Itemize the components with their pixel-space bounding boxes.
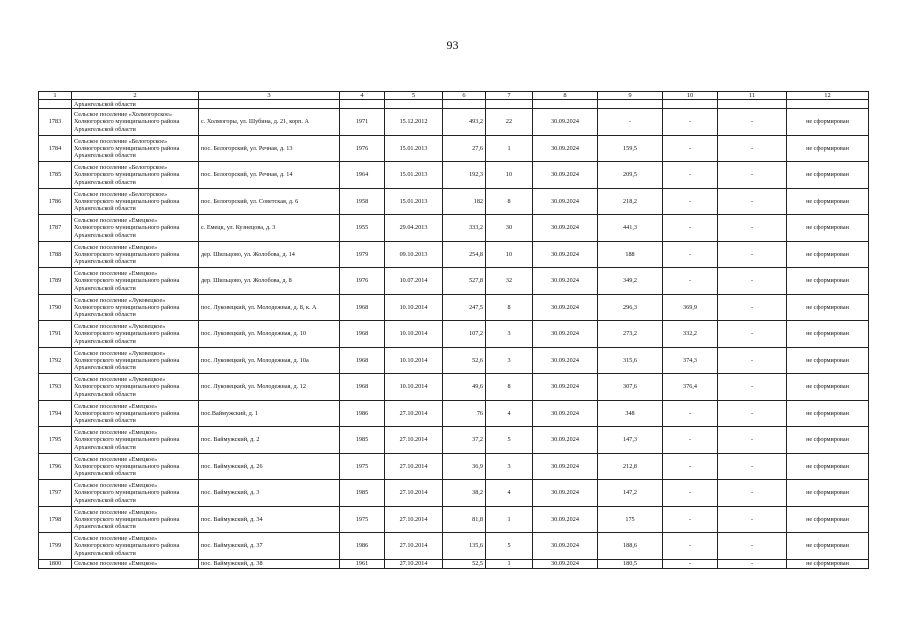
cell-date-checked: 30.09.2024: [533, 506, 598, 533]
cell-residents: 5: [486, 533, 533, 560]
table-row: [39, 400, 869, 427]
cell-residents: 1: [486, 135, 533, 162]
cell-address: пос. Луковецкий, ул. Молодежная, д. 10а: [199, 347, 340, 374]
cell-status: не сформирован: [787, 241, 869, 268]
cell-date: 27.10.2014: [385, 453, 443, 480]
column-header-8: 8: [533, 92, 598, 100]
cell-value-3: -: [718, 215, 787, 242]
register-table: [38, 91, 869, 569]
cell-municipality: Сельское поселение «Луковецкое» Холмогорского муниципального района Архангельской области: [72, 321, 199, 348]
cell-value-1: 218,2: [598, 188, 663, 215]
cell-residents: 8: [486, 188, 533, 215]
cell-residents: 4: [486, 400, 533, 427]
table-row: [39, 453, 869, 480]
cell-residents: 10: [486, 162, 533, 189]
table-row: [39, 506, 869, 533]
cell-area: 52,5: [443, 559, 486, 568]
cell-value-2: -: [663, 268, 718, 295]
table-row: [39, 533, 869, 560]
cell-year-built: 1968: [340, 347, 385, 374]
cell-value-1: -: [598, 109, 663, 136]
cell-year-built: 1968: [340, 374, 385, 401]
cell-value-3: -: [718, 241, 787, 268]
cell-value-1: 315,6: [598, 347, 663, 374]
cell-date-checked: 30.09.2024: [533, 188, 598, 215]
column-header-4: 4: [340, 92, 385, 100]
cell-value-3: -: [718, 453, 787, 480]
cell-year-built: 1961: [340, 559, 385, 568]
cell-address: пос. Луковецкий, ул. Молодежная, д. 10: [199, 321, 340, 348]
cell-row-number: 1786: [39, 188, 72, 215]
cell-value-1: 159,5: [598, 135, 663, 162]
cell-address: пос. Ваймужский, д. 38: [199, 559, 340, 568]
cell-date-checked: 30.09.2024: [533, 374, 598, 401]
cell-address: пос. Ваймужский, д. 37: [199, 533, 340, 560]
cell-value-2: 374,3: [663, 347, 718, 374]
cell-year-built: 1975: [340, 453, 385, 480]
cell-row-number: 1784: [39, 135, 72, 162]
cell-year-built: 1968: [340, 294, 385, 321]
cell-value-2: 376,4: [663, 374, 718, 401]
column-header-12: 12: [787, 92, 869, 100]
cell-date: 27.10.2014: [385, 427, 443, 454]
cell-area: 52,6: [443, 347, 486, 374]
cell-area: 493,2: [443, 109, 486, 136]
cell-address: пос. Ваймужский, д. 2: [199, 427, 340, 454]
cell-address: с. Емецк, ул. Кузнецова, д. 3: [199, 215, 340, 242]
cell-year-built: 1985: [340, 427, 385, 454]
cell-value-1: 188: [598, 241, 663, 268]
continuation-cell: Архангельской области: [72, 100, 199, 109]
cell-value-1: 188,6: [598, 533, 663, 560]
cell-residents: 10: [486, 241, 533, 268]
cell-date: 15.01.2013: [385, 135, 443, 162]
cell-status: не сформирован: [787, 400, 869, 427]
cell-residents: 5: [486, 427, 533, 454]
cell-address: пос. Ваймужский, д. 34: [199, 506, 340, 533]
cell-address: пос. Белогорский, ул. Речная, д. 13: [199, 135, 340, 162]
cell-date-checked: 30.09.2024: [533, 109, 598, 136]
cell-year-built: 1958: [340, 188, 385, 215]
cell-municipality: Сельское поселение «Емецкое» Холмогорского муниципального района Архангельской области: [72, 506, 199, 533]
cell-date: 27.10.2014: [385, 480, 443, 507]
cell-year-built: 1975: [340, 506, 385, 533]
cell-value-2: -: [663, 188, 718, 215]
cell-value-1: 209,5: [598, 162, 663, 189]
cell-date: 10.10.2014: [385, 374, 443, 401]
cell-status: не сформирован: [787, 162, 869, 189]
cell-area: 254,8: [443, 241, 486, 268]
cell-row-number: 1797: [39, 480, 72, 507]
table-row: [39, 162, 869, 189]
cell-municipality: Сельское поселение «Емецкое» Холмогорского муниципального района Архангельской области: [72, 533, 199, 560]
cell-value-2: -: [663, 215, 718, 242]
cell-residents: 3: [486, 347, 533, 374]
cell-status: не сформирован: [787, 268, 869, 295]
cell-address: дер. Шильцово, ул. Жолобова, д. 14: [199, 241, 340, 268]
cell-year-built: 1971: [340, 109, 385, 136]
cell-value-1: 180,5: [598, 559, 663, 568]
cell-status: не сформирован: [787, 453, 869, 480]
cell-value-2: -: [663, 400, 718, 427]
cell-municipality: Сельское поселение «Белогорское» Холмогорского муниципального района Архангельской области: [72, 188, 199, 215]
cell-date: 29.04.2013: [385, 215, 443, 242]
cell-address: с. Холмогоры, ул. Шубина, д. 21, корп. А: [199, 109, 340, 136]
cell-row-number: 1793: [39, 374, 72, 401]
cell-municipality: Сельское поселение «Емецкое» Холмогорского муниципального района Архангельской области: [72, 215, 199, 242]
cell-date-checked: 30.09.2024: [533, 347, 598, 374]
cell-value-1: 147,3: [598, 427, 663, 454]
cell-area: 107,2: [443, 321, 486, 348]
cell-area: 192,3: [443, 162, 486, 189]
cell-value-1: 273,2: [598, 321, 663, 348]
cell-status: не сформирован: [787, 533, 869, 560]
column-header-11: 11: [718, 92, 787, 100]
cell-row-number: 1789: [39, 268, 72, 295]
column-header-1: 1: [39, 92, 72, 100]
continuation-row: [39, 100, 869, 109]
header-row: [39, 92, 869, 100]
cell-municipality: Сельское поселение «Емецкое»: [72, 559, 199, 568]
table-row: [39, 241, 869, 268]
cell-residents: 1: [486, 506, 533, 533]
cell-area: 247,5: [443, 294, 486, 321]
cell-row-number: 1788: [39, 241, 72, 268]
cell-value-3: -: [718, 374, 787, 401]
cell-residents: 30: [486, 215, 533, 242]
cell-status: не сформирован: [787, 347, 869, 374]
cell-residents: 3: [486, 321, 533, 348]
cell-value-1: 296,3: [598, 294, 663, 321]
cell-date-checked: 30.09.2024: [533, 294, 598, 321]
cell-value-1: 349,2: [598, 268, 663, 295]
cell-status: не сформирован: [787, 294, 869, 321]
cell-status: не сформирован: [787, 506, 869, 533]
table-row: [39, 135, 869, 162]
cell-area: 36,9: [443, 453, 486, 480]
cell-value-3: -: [718, 321, 787, 348]
cell-row-number: 1785: [39, 162, 72, 189]
cell-value-2: 332,2: [663, 321, 718, 348]
table-row: [39, 188, 869, 215]
cell-row-number: 1791: [39, 321, 72, 348]
cell-residents: 1: [486, 559, 533, 568]
cell-value-1: 348: [598, 400, 663, 427]
cell-value-2: -: [663, 109, 718, 136]
table-row: [39, 109, 869, 136]
table-row: [39, 374, 869, 401]
cell-value-2: -: [663, 241, 718, 268]
cell-value-2: 369,9: [663, 294, 718, 321]
cell-value-2: -: [663, 480, 718, 507]
cell-row-number: 1790: [39, 294, 72, 321]
cell-date: 10.10.2014: [385, 294, 443, 321]
cell-municipality: Сельское поселение «Емецкое» Холмогорского муниципального района Архангельской области: [72, 453, 199, 480]
cell-row-number: 1796: [39, 453, 72, 480]
cell-address: дер. Шильцово, ул. Жолобова, д. 8: [199, 268, 340, 295]
cell-value-3: -: [718, 559, 787, 568]
cell-value-3: -: [718, 294, 787, 321]
cell-municipality: Сельское поселение «Луковецкое» Холмогорского муниципального района Архангельской области: [72, 374, 199, 401]
column-header-10: 10: [663, 92, 718, 100]
cell-value-1: 212,8: [598, 453, 663, 480]
cell-row-number: 1799: [39, 533, 72, 560]
cell-value-2: -: [663, 135, 718, 162]
cell-value-2: -: [663, 162, 718, 189]
cell-date-checked: 30.09.2024: [533, 321, 598, 348]
cell-value-3: -: [718, 506, 787, 533]
cell-date: 15.12.2012: [385, 109, 443, 136]
cell-area: 527,8: [443, 268, 486, 295]
cell-date: 27.10.2014: [385, 506, 443, 533]
cell-date: 15.01.2013: [385, 188, 443, 215]
cell-municipality: Сельское поселение «Емецкое» Холмогорского муниципального района Архангельской области: [72, 268, 199, 295]
cell-area: 27,6: [443, 135, 486, 162]
cell-row-number: 1792: [39, 347, 72, 374]
cell-value-2: -: [663, 559, 718, 568]
cell-area: 76: [443, 400, 486, 427]
table-row: [39, 294, 869, 321]
cell-date: 15.01.2013: [385, 162, 443, 189]
cell-status: не сформирован: [787, 215, 869, 242]
cell-date: 10.10.2014: [385, 347, 443, 374]
cell-date: 09.10.2013: [385, 241, 443, 268]
cell-status: не сформирован: [787, 188, 869, 215]
cell-address: пос. Луковецкий, ул. Молодежная, д. 8, к. А: [199, 294, 340, 321]
cell-value-1: 307,6: [598, 374, 663, 401]
cell-status: не сформирован: [787, 427, 869, 454]
cell-value-3: -: [718, 162, 787, 189]
cell-year-built: 1968: [340, 321, 385, 348]
table-row: [39, 215, 869, 242]
table-row: [39, 347, 869, 374]
cell-value-1: 175: [598, 506, 663, 533]
cell-address: пос. Белогорский, ул. Речная, д. 14: [199, 162, 340, 189]
cell-value-3: -: [718, 533, 787, 560]
cell-value-3: -: [718, 188, 787, 215]
cell-status: не сформирован: [787, 374, 869, 401]
cell-value-3: -: [718, 480, 787, 507]
column-header-5: 5: [385, 92, 443, 100]
cell-municipality: Сельское поселение «Емецкое» Холмогорского муниципального района Архангельской области: [72, 400, 199, 427]
cell-address: пос. Ваймужский, д. 3: [199, 480, 340, 507]
cell-date-checked: 30.09.2024: [533, 427, 598, 454]
cell-row-number: 1800: [39, 559, 72, 568]
cell-date-checked: 30.09.2024: [533, 162, 598, 189]
table-row: [39, 559, 869, 568]
cell-value-3: -: [718, 109, 787, 136]
column-header-6: 6: [443, 92, 486, 100]
cell-municipality: Сельское поселение «Луковецкое» Холмогорского муниципального района Архангельской области: [72, 347, 199, 374]
cell-row-number: 1783: [39, 109, 72, 136]
cell-date: 27.10.2014: [385, 400, 443, 427]
cell-date-checked: 30.09.2024: [533, 533, 598, 560]
table-row: [39, 480, 869, 507]
cell-row-number: 1795: [39, 427, 72, 454]
cell-date-checked: 30.09.2024: [533, 480, 598, 507]
cell-address: пос.Ваймужский, д. 1: [199, 400, 340, 427]
cell-date-checked: 30.09.2024: [533, 268, 598, 295]
cell-date: 10.07.2014: [385, 268, 443, 295]
cell-status: не сформирован: [787, 559, 869, 568]
cell-address: пос. Белогорский, ул. Советская, д. 6: [199, 188, 340, 215]
cell-residents: 32: [486, 268, 533, 295]
cell-area: 38,2: [443, 480, 486, 507]
cell-municipality: Сельское поселение «Луковецкое» Холмогорского муниципального района Архангельской области: [72, 294, 199, 321]
cell-value-3: -: [718, 427, 787, 454]
cell-date: 10.10.2014: [385, 321, 443, 348]
cell-residents: 4: [486, 480, 533, 507]
cell-municipality: Сельское поселение «Емецкое» Холмогорского муниципального района Архангельской области: [72, 427, 199, 454]
page-number: 93: [446, 38, 459, 52]
table-row: [39, 268, 869, 295]
cell-status: не сформирован: [787, 321, 869, 348]
cell-date-checked: 30.09.2024: [533, 453, 598, 480]
cell-municipality: Сельское поселение «Емецкое» Холмогорского муниципального района Архангельской области: [72, 241, 199, 268]
cell-year-built: 1964: [340, 162, 385, 189]
column-header-2: 2: [72, 92, 199, 100]
cell-value-3: -: [718, 135, 787, 162]
cell-row-number: 1798: [39, 506, 72, 533]
cell-status: не сформирован: [787, 480, 869, 507]
column-header-9: 9: [598, 92, 663, 100]
cell-residents: 8: [486, 374, 533, 401]
cell-residents: 8: [486, 294, 533, 321]
cell-municipality: Сельское поселение «Холмогорское» Холмогорского муниципального района Архангельской области: [72, 109, 199, 136]
cell-value-3: -: [718, 400, 787, 427]
cell-year-built: 1979: [340, 241, 385, 268]
cell-row-number: 1787: [39, 215, 72, 242]
cell-year-built: 1955: [340, 215, 385, 242]
cell-area: 135,6: [443, 533, 486, 560]
cell-residents: 3: [486, 453, 533, 480]
cell-value-2: -: [663, 427, 718, 454]
cell-date: 27.10.2014: [385, 533, 443, 560]
cell-area: 333,2: [443, 215, 486, 242]
cell-municipality: Сельское поселение «Белогорское» Холмогорского муниципального района Архангельской области: [72, 162, 199, 189]
cell-year-built: 1976: [340, 268, 385, 295]
cell-status: не сформирован: [787, 109, 869, 136]
cell-value-1: 147,2: [598, 480, 663, 507]
cell-area: 81,8: [443, 506, 486, 533]
cell-municipality: Сельское поселение «Белогорское» Холмогорского муниципального района Архангельской области: [72, 135, 199, 162]
cell-date: 27.10.2014: [385, 559, 443, 568]
cell-residents: 22: [486, 109, 533, 136]
table-row: [39, 321, 869, 348]
cell-date-checked: 30.09.2024: [533, 400, 598, 427]
cell-value-2: -: [663, 533, 718, 560]
cell-value-3: -: [718, 347, 787, 374]
cell-year-built: 1986: [340, 533, 385, 560]
cell-municipality: Сельское поселение «Емецкое» Холмогорского муниципального района Архангельской области: [72, 480, 199, 507]
cell-area: 182: [443, 188, 486, 215]
cell-value-1: 441,3: [598, 215, 663, 242]
cell-year-built: 1985: [340, 480, 385, 507]
cell-status: не сформирован: [787, 135, 869, 162]
column-header-7: 7: [486, 92, 533, 100]
cell-address: пос. Ваймужский, д. 26: [199, 453, 340, 480]
cell-date-checked: 30.09.2024: [533, 559, 598, 568]
cell-value-3: -: [718, 268, 787, 295]
cell-date-checked: 30.09.2024: [533, 215, 598, 242]
cell-value-2: -: [663, 506, 718, 533]
cell-year-built: 1976: [340, 135, 385, 162]
cell-year-built: 1986: [340, 400, 385, 427]
cell-date-checked: 30.09.2024: [533, 241, 598, 268]
cell-area: 37,2: [443, 427, 486, 454]
cell-address: пос. Луковецкий, ул. Молодежная, д. 12: [199, 374, 340, 401]
cell-area: 49,6: [443, 374, 486, 401]
table-row: [39, 427, 869, 454]
cell-value-2: -: [663, 453, 718, 480]
cell-date-checked: 30.09.2024: [533, 135, 598, 162]
column-header-3: 3: [199, 92, 340, 100]
cell-row-number: 1794: [39, 400, 72, 427]
